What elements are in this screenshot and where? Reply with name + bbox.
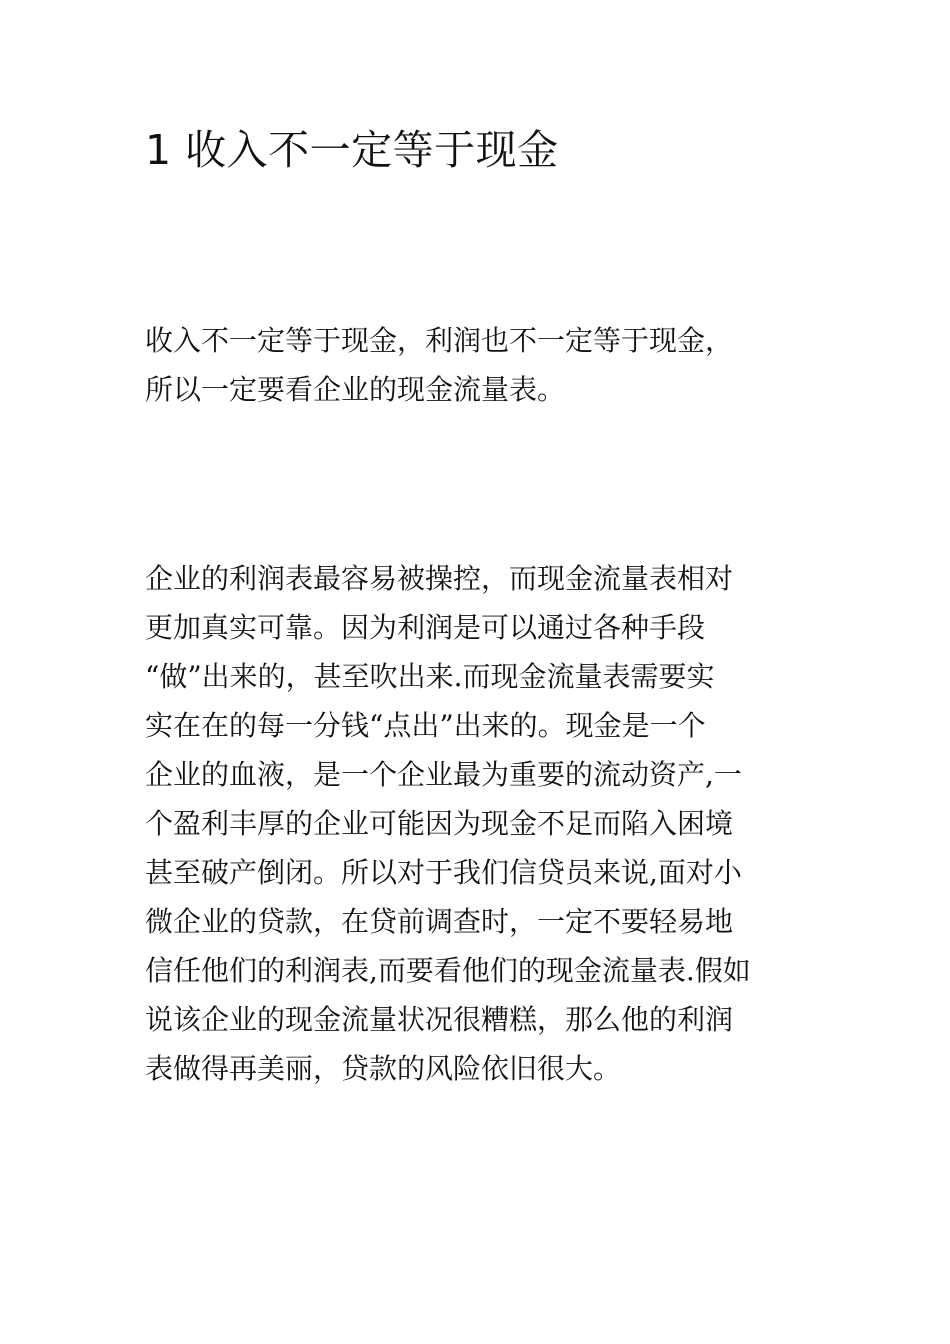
paragraph-line: 表做得再美丽，贷款的风险依旧很大。 bbox=[145, 1052, 622, 1085]
paragraph-line: 收入不一定等于现金，利润也不一定等于现金， bbox=[145, 324, 734, 357]
paragraph-line: 企业的利润表最容易被操控，而现金流量表相对 bbox=[145, 562, 734, 595]
paragraph-line: 甚至破产倒闭。所以对于我们信贷员来说,面对小 bbox=[145, 856, 742, 889]
paragraph-line: 个盈利丰厚的企业可能因为现金不足而陷入困境 bbox=[145, 807, 734, 840]
paragraph-line: 说该企业的现金流量状况很糟糕，那么他的利润 bbox=[145, 1003, 734, 1036]
paragraph-intro bbox=[145, 316, 805, 414]
paragraph-line: 所以一定要看企业的现金流量表。 bbox=[145, 373, 566, 406]
paragraph-line: 实在在的每一分钱“点出”出来的。现金是一个 bbox=[145, 709, 706, 742]
section-heading: 1 收入不一定等于现金 bbox=[145, 126, 559, 174]
paragraph-line: 企业的血液，是一个企业最为重要的流动资产,一 bbox=[145, 758, 742, 791]
paragraph-line: “做”出来的，甚至吹出来.而现金流量表需要实 bbox=[145, 660, 715, 693]
paragraph-line: 更加真实可靠。因为利润是可以通过各种手段 bbox=[145, 611, 706, 644]
paragraph-line: 信任他们的利润表,而要看他们的现金流量表.假如 bbox=[145, 954, 751, 987]
paragraph-line: 微企业的贷款，在贷前调查时，一定不要轻易地 bbox=[145, 905, 734, 938]
paragraph-body bbox=[145, 554, 805, 1093]
